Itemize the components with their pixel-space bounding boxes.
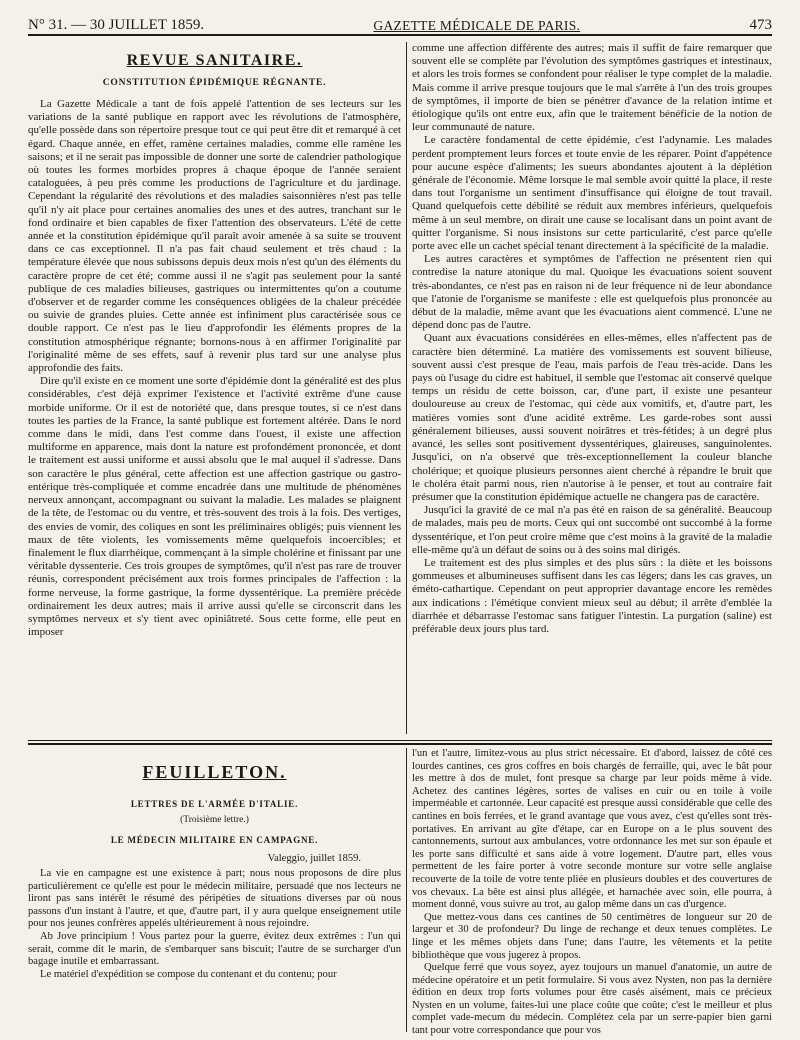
paragraph: Les autres caractères et symptômes de l'affection ne présentent rien qui contredise la nature atonique du mal. Quoique les évacuations soient souvent très-abondantes, ce n'est pas en raison ni de leur fréquence ni de leur abondance que l'atonie de l'organisme se manifeste : elle est quelquefois plus prononcée au début de la maladie, même avant que les évacuations aient commencé. L'une ne dépend donc pas de l'autre. xyxy=(412,253,772,332)
feuilleton-separator xyxy=(28,740,772,741)
paragraph: Jusqu'ici la gravité de ce mal n'a pas été en raison de sa généralité. Beaucoup de malades, mais peu de morts. Ceux qui ont succombé ont succombé à la forme dyssentérique, et l'on peut croire même que c'est moins à la gravité de la maladie elle-même qu'à un défaut de soins ou à des soins mal dirigés. xyxy=(412,504,772,556)
revue-column-right xyxy=(412,42,772,732)
paragraph: La vie en campagne est une existence à part; nous nous proposons de dire plus particulièrement ce qu'elle est pour le médecin militaire, persuadé que nos lecteurs ne liront pas sans intérêt le résumé des péripéties de situations diverses par où nous passons d'un instant à l'autre, et que, d'autre part, il y aura quelque enseignement utile pour nos jeunes confrères appelés ultérieurement à nous rejoindre. xyxy=(28,868,401,930)
dateline: Valeggio, juillet 1859. xyxy=(267,853,361,864)
column-divider-top xyxy=(406,42,407,734)
paragraph: Quelque ferré que vous soyez, ayez toujours un manuel d'anatomie, un autre de médecine opératoire et un petit formulaire. Si vous avez Nysten, non pas la dernière édition en deux trop forts volumes pour être casés aisément, mais ce précieux Nysten en un volume, faites-lui une place coûte que coûte; c'est le meilleur et plus complet vade-mecum du médecin. Complétez cela par un serre-papier bien garni tant pour votre correspondance que pour vos xyxy=(412,962,772,1037)
paragraph: Le matériel d'expédition se compose du contenant et du contenu; pour xyxy=(40,968,337,980)
feuilleton-column-left xyxy=(28,748,401,1030)
paragraph: Que mettez-vous dans ces cantines de 50 centimètres de longueur sur 20 de largeur et 30 de profondeur? Du linge de rechange et deux tenues complètes. Le linge et les mêmes objets dans l'une; dans l'autre, les vêtements et la petite bibliothèque que vous jugerez à propos. xyxy=(412,911,772,961)
feuilleton-title: FEUILLETON. xyxy=(142,762,287,782)
paragraph: l'un et l'autre, limitez-vous au plus strict nécessaire. Et d'abord, laissez de côté ces lourdes cantines, ces gros coffres en bois chargés de ferraille, qui, avec le bât pour les mettre à dos de mulet, font presque sa charge par leur poids même à vide. Achetez des cantines légères, sortes de valises en cuir ou en toile à voile imperméable et cartonnée. Leur capacité est presque aussi considérable que celle des cantines en bois ferrées, et le grand avantage que vous avez, c'est qu'elles sont très-portatives. En arrivant au gîte d'étape, car en Europe on a le plus souvent des cantonnements, surtout aux ambulances, votre ordonnance les met sur son épaule et les porte sans difficulté et sans aide à votre logement. D'autre part, elles vous permettent de les faire porter à votre seconde monture sur votre selle anglaise recouverte de la toile de votre tente pliée en plusieurs doubles et des couvertures de vos chevaux. La bête est ainsi plus allégée, et harnachée avec soin, elle pourra, à moment donné, vous suivre au trot, au galop même dans un cas d'urgence. xyxy=(412,748,772,911)
page-number: 473 xyxy=(749,17,772,33)
paragraph: comme une affection différente des autres; mais il suffit de faire remarquer que souvent elle se complète par l'évolution des symptômes gastriques et intestinaux, et alors les trois formes se confondent pour réaliser le type complet de la maladie. Mais comme il arrive presque toujours que le mal s'arrête à l'un des trois groupes de symptômes, il importe de bien se pénétrer d'avance de la relation intime et étiologique qu'ils ont entre eux, afin que le traitement bénéficie de la notion de leur communauté de nature. xyxy=(412,42,772,134)
paragraph: La Gazette Médicale a tant de fois appelé l'attention de ses lecteurs sur les variations de la santé publique en rapport avec les révolutions de l'atmosphère, qu'elle possède dans son répertoire presque tout ce qui peut être dit et remarqué à cet égard. Chaque année, en effet, ramène certaines maladies, comme elle ramène les saisons; et il ne serait pas impossible de donner une sorte de calendrier pathologique où toutes les formes morbides propres à chaque époque de l'année seraient cataloguées, à peu près comme les productions de l'agriculture et du jardinage. Cependant la régularité des révolutions et des maladies saisonnières n'est pas telle qu'il n'y ait place pour certaines anomalies des unes et des autres, tranchant sur le fond ordinaire et bien capables de fixer l'attention des observateurs. L'été de cette année et la constitution épidémique qu'il paraît avoir amenée à sa suite se trouvent dans ce cas exceptionnel. Il n'a pas fait chaud seulement et très chaud : la température élevée que nous subissons depuis deux mois n'est qu'un des éléments du caractère propre de cet été; comme aussi il ne s'agit pas seulement pour la santé publique de ces maladies bilieuses, gastriques ou intermittentes qu'on a coutume d'observer et de regarder comme les conséquences obligées de la chaleur précédée ou suivie de grandes pluies. Cette année est infiniment plus caractérisée sous ce double rapport. Ce n'est pas le lieu d'approfondir les éléments propres de la constitution atmosphérique régnante; bornons-nous à en affirmer l'originalité par l'originalité même de ses effets, sauf à revenir plus tard sur une analyse plus approfondie des faits. xyxy=(28,98,401,375)
journal-title: GAZETTE MÉDICALE DE PARIS. xyxy=(373,18,581,33)
issue-date: N° 31. — 30 JUILLET 1859. xyxy=(28,17,205,33)
letter-number: (Troisième lettre.) xyxy=(180,815,249,825)
section-title: REVUE SANITAIRE. xyxy=(126,52,303,69)
feuilleton-separator-thick xyxy=(28,743,772,745)
paragraph: Dire qu'il existe en ce moment une sorte d'épidémie dont la généralité est des plus considérables, c'est déjà exprimer l'existence et l'activité extrême d'une cause morbide uniforme. Or il est de notoriété que, dans presque toutes, si ce n'est dans toutes les parties de la France, la santé publique est fortement altérée. Dans le nord comme dans le midi, dans l'est comme dans l'ouest, il existe une affection multiforme en apparence, mais dont la nature est profondément prononcée, et dont le traitement est aussi uniforme et aussi absolu que le mal auquel il s'adresse. Dans son caractère le plus général, cette affection est une affection gastrique ou gastro-entérique très-compliquée et comme encadrée dans une multitude de phénomènes nerveux annonçant, accompagnant ou suivant la maladie. Les malades se plaignent de la tête, de l'estomac ou du ventre, et très-souvent des trois à la fois. Des vertiges, des envies de vomir, des coliques en sont les préliminaires obligés; puis viennent les maux de tête violents, les vomissements même quelquefois incoercibles; et finalement le flux diarrhéique, commençant à la simple cholérine et finissant par une véritable dyssenterie. Ces trois groupes de symptômes, qu'il n'est pas rare de trouver réunis, correspondent précisément aux trois formes principales de l'affection : la forme nerveuse, la forme gastrique, la forme dyssentérique. La première précède ordinairement les deux autres; mais il arrive aussi qu'elle se circonscrit dans les symptômes nerveux et s'y tient avec opiniâtreté. Sous cette forme, elle peut en imposer xyxy=(28,375,401,639)
paragraph: Le traitement est des plus simples et des plus sûrs : la diète et les boissons gommeuses et albumineuses suffisent dans les cas légers; dans les cas graves, un éméto-cathartique. Cependant on peut approprier davantage encore les remèdes aux indications : l'émétique convient mieux seul au début; il arrête d'emblée la diarrhée et débarrasse l'estomac sans fatiguer l'intestin. La purgation (saline) est préférable deux jours plus tard. xyxy=(412,556,772,635)
section-subtitle: CONSTITUTION ÉPIDÉMIQUE RÉGNANTE. xyxy=(102,78,327,88)
paragraph: Quant aux évacuations considérées en elles-mêmes, elles n'affectent pas de caractère bien déterminé. La matière des vomissements est souvent bilieuse, souvent aussi c'est presque de l'eau, mais parfois de l'eau très-acide. Dans les pays où l'usage du cidre est habituel, il semble que l'estomac ait conservé quelque temps un résidu de cette boisson, car, d'une part, il existe une pesanteur douloureuse au creux de l'estomac, qui cède aux vomitifs, et, d'autre part, les matières vomies sont d'une acidité extrême. Les garde-robes sont aussi généralement bilieuses, aussi souvent noirâtres et très-fétides; à un degré plus avancé, les selles sont positivement dyssentériques, glaireuses, sanguinolentes. Jusqu'ici, on n'a observé que très-exceptionnellement la couleur blanche cholérique; et quoique plusieurs personnes aient cherché à répandre le bruit que le choléra était parmi nous, rien n'autorise à le penser, et tout au contraire fait présumer que la constitution épidémique actuelle ne changera pas de caractère. xyxy=(412,332,772,503)
column-divider-bottom xyxy=(406,748,407,1032)
paragraph: Le caractère fondamental de cette épidémie, c'est l'adynamie. Les malades perdent promptement leurs forces et toute envie de les réparer. Point d'appétence pour aucune espèce d'aliments; les sueurs abondantes ajoutent à la déplétion générale de l'économie. Même lorsque le mal semble avoir quitté la place, il reste dans tout l'organisme un sentiment d'insuffisance qui éloigne de tout travail. Quand quelquefois cette débilité se réduit aux membres inférieurs, quelquefois même à un seul membre, on dirait une cause se localisant dans un point avant de quitter l'organisme. Si nous insistons sur cette particularité, c'est parce qu'elle porte avec elle un cachet spécial tenant directement à la spécificité de la maladie. xyxy=(412,134,772,253)
chapter-title: LE MÉDECIN MILITAIRE EN CAMPAGNE. xyxy=(110,835,319,845)
feuilleton-column-right xyxy=(412,748,772,1037)
letter-title: LETTRES DE L'ARMÉE D'ITALIE. xyxy=(130,799,299,809)
running-header xyxy=(28,12,772,36)
paragraph: Ab Jove principium ! Vous partez pour la guerre, évitez deux extrêmes : l'un qui serait, comme dit le marin, de s'embarquer sans biscuit; l'autre de se surcharger d'un bagage inutile et embarrassant. xyxy=(28,930,401,968)
revue-column-left xyxy=(28,42,401,732)
